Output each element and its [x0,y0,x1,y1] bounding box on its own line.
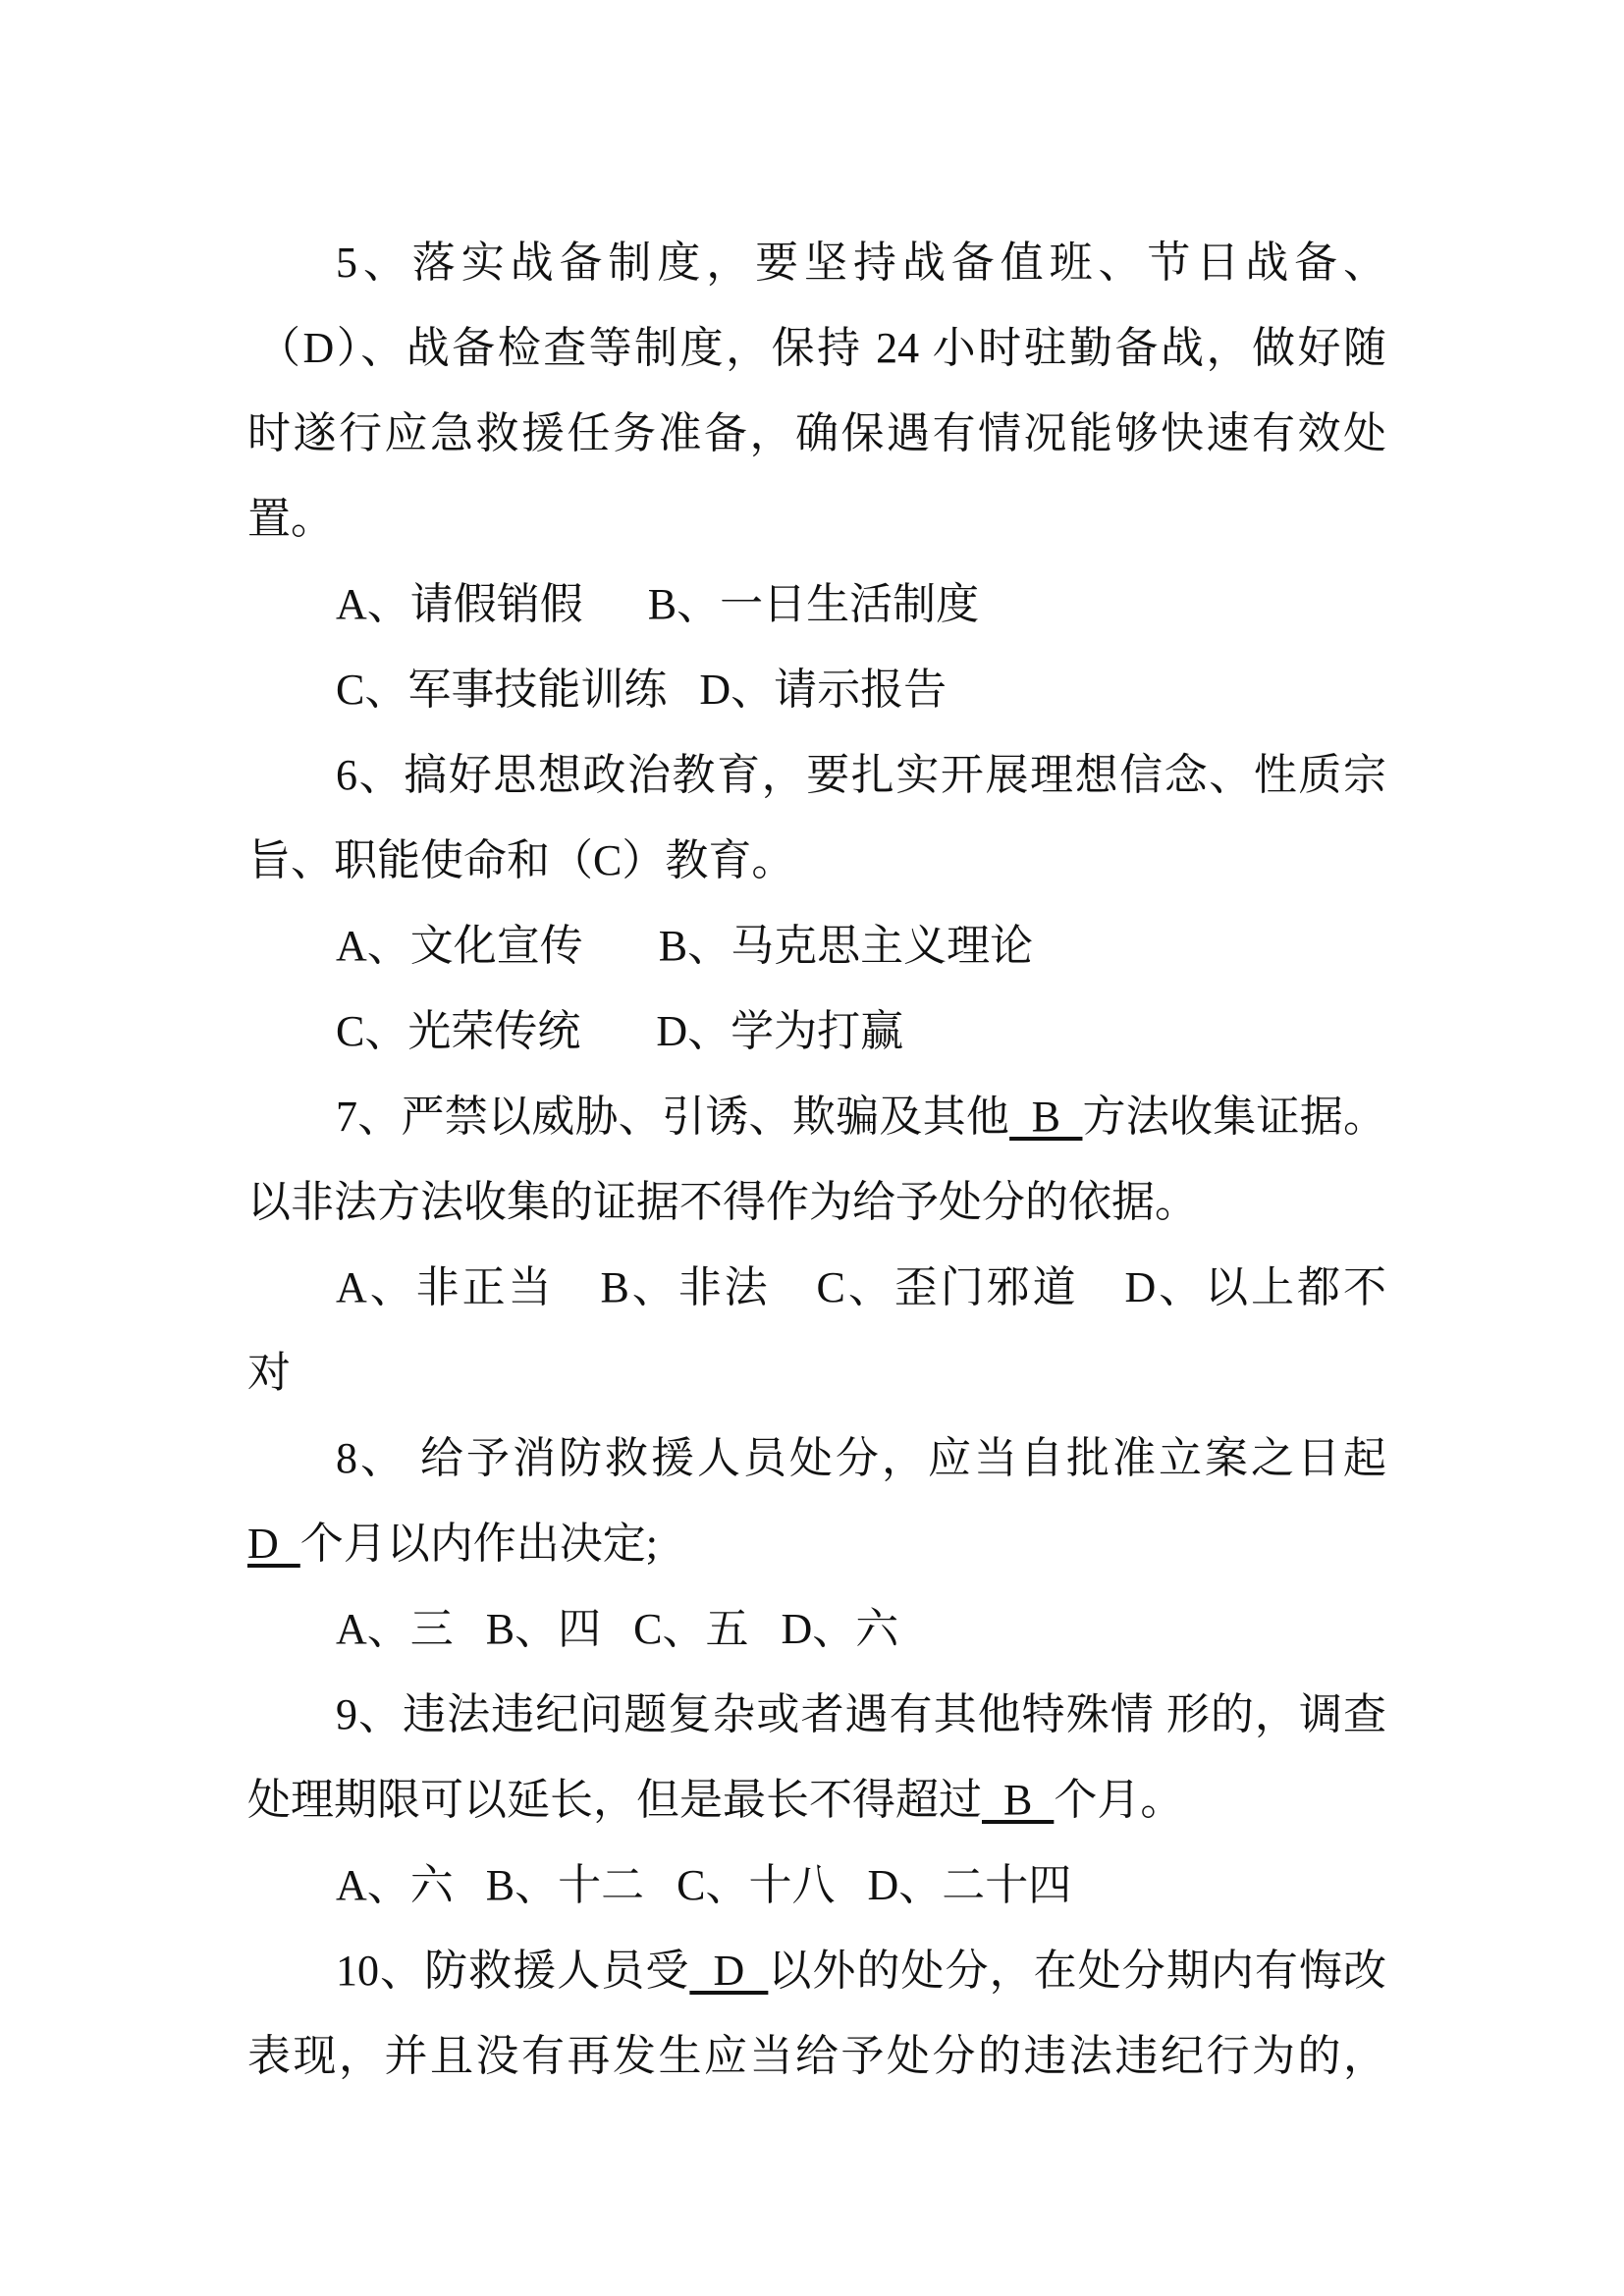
text-segment: A、三 B、四 C、五 D、六 [336,1605,899,1653]
answer-blank: B [1009,1093,1083,1141]
text-line [247,732,1386,818]
text-line [247,1501,1386,1586]
text-segment: C、光荣传统 D、学为打赢 [336,1007,904,1055]
text-segment: 6、搞好思想政治教育，要扎实开展理想信念、性质宗 [336,751,1386,799]
text-line [247,2013,1386,2099]
text-segment: 5、落实战备制度，要坚持战备值班、节日战备、 [336,239,1386,287]
text-line [247,1074,1386,1159]
text-segment: A、请假销假 B、一日生活制度 [336,580,980,628]
text-line [247,1842,1386,1928]
text-line [247,561,1386,647]
text-line [247,1928,1386,2013]
text-segment: 时遂行应急救援任务准备，确保遇有情况能够快速有效处 [247,409,1386,457]
text-line [247,220,1386,305]
document-page [247,220,1386,2099]
text-segment: 以外的处分，在处分期内有悔改 [768,1947,1387,1995]
text-line [247,903,1386,988]
text-segment: （D）、战备检查等制度，保持 24 小时驻勤备战，做好随 [257,324,1386,372]
text-line [247,647,1386,732]
text-segment: 对 [247,1349,291,1397]
text-segment: A、文化宣传 B、马克思主义理论 [336,922,1034,970]
text-line [247,1330,1386,1415]
text-segment: 10、防救援人员受 [336,1947,690,1995]
text-line [247,391,1386,476]
text-line [247,988,1386,1074]
text-segment: 个月。 [1054,1776,1184,1824]
answer-blank: B [982,1776,1055,1824]
text-segment: A、非正当 B、非法 C、歪门邪道 D、以上都不 [336,1263,1386,1311]
text-line [247,1586,1386,1672]
text-line [247,1245,1386,1330]
answer-blank: D [689,1947,769,1995]
text-segment: 7、严禁以威胁、引诱、欺骗及其他 [336,1093,1010,1141]
text-line [247,1757,1386,1842]
text-segment: 表现，并且没有再发生应当给予处分的违法违纪行为的， [247,2032,1386,2080]
text-segment: 旨、职能使命和（C）教育。 [247,836,795,884]
text-line [247,1415,1386,1501]
text-line [247,476,1386,561]
text-line [247,818,1386,903]
text-segment: 9、违法违纪问题复杂或者遇有其他特殊情 形的，调查 [336,1690,1386,1738]
text-segment: 方法收集证据。 [1082,1093,1387,1141]
text-segment: 8、 给予消防救援人员处分，应当自批准立案之日起 [336,1434,1386,1482]
text-segment: 个月以内作出决定; [299,1520,659,1568]
text-line [247,1159,1386,1245]
text-segment: 处理期限可以延长，但是最长不得超过 [247,1776,982,1824]
answer-blank: D [247,1520,300,1568]
text-segment: 以非法方法收集的证据不得作为给予处分的依据。 [247,1178,1198,1226]
text-line [247,1672,1386,1757]
text-segment: C、军事技能训练 D、请示报告 [336,666,947,714]
text-line [247,305,1386,391]
text-segment: A、六 B、十二 C、十八 D、二十四 [336,1861,1072,1909]
text-segment: 置。 [247,495,334,543]
